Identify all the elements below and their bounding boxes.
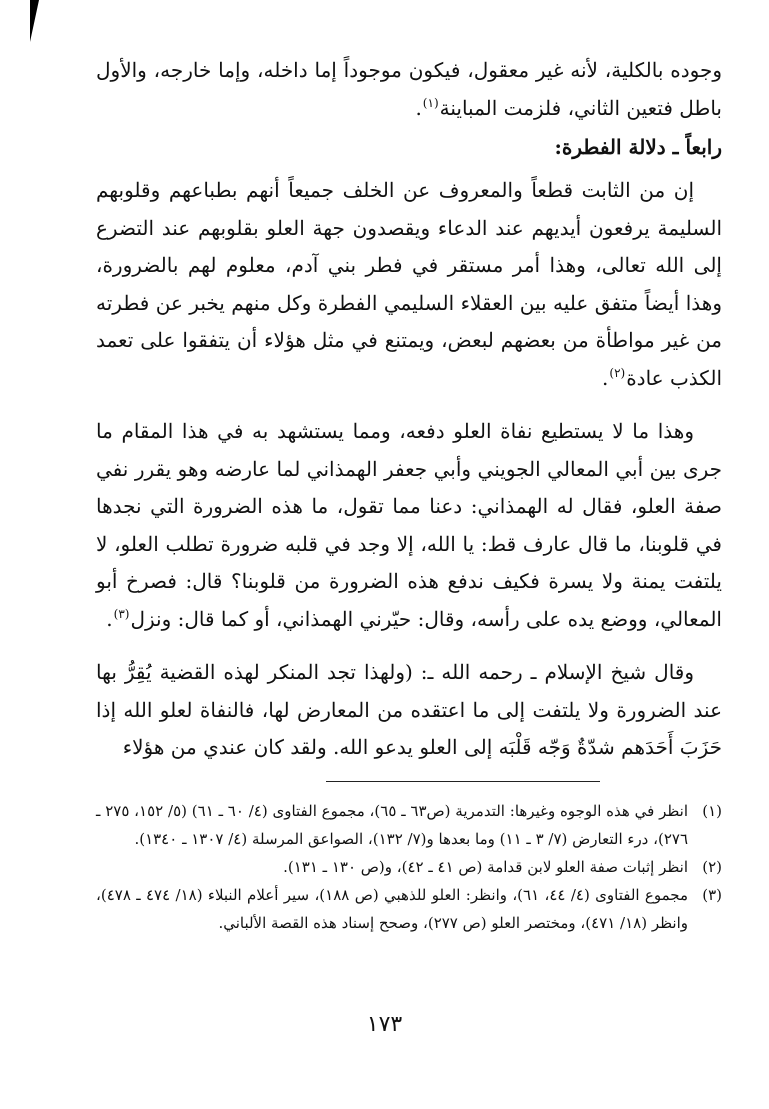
paragraph-gap	[96, 638, 722, 654]
footnote-3	[96, 881, 722, 937]
paragraph-text: وجوده بالكلية، لأنه غير معقول، فيكون موجوداً إما داخله، وإما خارجه، والأول باطل فتعين الثاني، فلزمت المباينة	[96, 58, 722, 120]
footnote-ref-2[interactable]: (٢)	[609, 365, 626, 380]
footnote-ref-3[interactable]: (٣)	[113, 606, 130, 621]
page-number: ١٧٣	[366, 1012, 403, 1037]
footnote-number: (٢)	[702, 858, 722, 876]
paragraph-hamadhani	[96, 413, 722, 638]
paragraph-text: وهذا ما لا يستطيع نفاة العلو دفعه، ومما يستشهد به في هذا المقام ما جرى بين أبي المعالي الجويني وأبي جعفر الهمذاني لما عارضه وهو يقرر نفي صفة العلو، فقال له الهمذاني: دعنا مما تقول، ما هذه الضرورة التي نجدها في قلوبنا، ما قال عارف قط: يا الله، إلا وجد في قلبه ضرورة تطلب العلو، لا يلتفت يمنة ولا يسرة فكيف ندفع هذه الضرورة من قلوبنا؟ قال: فصرخ أبو المعالي، ووضع يده على رأسه، وقال: حيّرني الهمذاني، أو كما قال: ونزل	[96, 419, 722, 631]
paragraph-end: .	[106, 606, 113, 631]
footnote-1	[96, 797, 722, 853]
footnote-number: (١)	[702, 802, 722, 820]
paragraph-gap	[96, 397, 722, 413]
paragraph-continuation	[96, 52, 722, 127]
paragraph-end: .	[602, 365, 609, 390]
footnote-ref-1[interactable]: (١)	[422, 95, 439, 110]
paragraph-sheikh-islam	[96, 654, 722, 767]
page-body	[96, 52, 722, 767]
section-heading: رابعاً ـ دلالة الفطرة:	[554, 135, 722, 159]
paragraph-text: إن من الثابت قطعاً والمعروف عن الخلف جميعاً أنهم بطباعهم وقلوبهم السليمة يرفعون أيديهم عند الدعاء ويقصدون جهة العلو بقلوبهم عند التضرع إلى الله تعالى، وهذا أمر مستقر في فطر بني آدم، معلوم لهم بالضرورة، وهذا أيضاً متفق عليه بين العقلاء السليمي الفطرة وكل منهم يخبر عن فطرته من غير مواطأة من بعضهم لبعض، ويمتنع في مثل هؤلاء أن يتفقوا على تعمد الكذب عادة	[96, 178, 722, 390]
page-corner-mark	[30, 0, 39, 42]
footnote-text: انظر إثبات صفة العلو لابن قدامة (ص ٤١ ـ ٤٢)، و(ص ١٣٠ ـ ١٣١).	[283, 858, 688, 876]
footnote-text: مجموع الفتاوى (٤/ ٤٤، ٦١)، وانظر: العلو للذهبي (ص ١٨٨)، سير أعلام النبلاء (١٨/ ٤٧٤ ـ ٤٧٨)، وانظر (١٨/ ٤٧١)، ومختصر العلو (ص ٢٧٧)، وصحح إسناد هذه القصة الألباني.	[96, 886, 689, 932]
paragraph-end: .	[415, 95, 422, 120]
footnote-divider	[326, 781, 600, 782]
paragraph-fitra	[96, 172, 722, 397]
paragraph-text: وقال شيخ الإسلام ـ رحمه الله ـ: (ولهذا تجد المنكر لهذه القضية يُقِرُّ بها عند الضرورة ولا يلتفت إلى ما اعتقده من المعارض لها، فالنفاة لعلو الله إذا حَزَبَ أَحَدَهم شدّةٌ وَجّه قَلْبَه إلى العلو يدعو الله. ولقد كان عندي من هؤلاء	[96, 660, 722, 759]
footnote-2	[96, 853, 722, 881]
footnotes	[96, 797, 722, 937]
footnote-text: انظر في هذه الوجوه وغيرها: التدمرية (ص٦٣ ـ ٦٥)، مجموع الفتاوى (٤/ ٦٠ ـ ٦١) (٥/ ١٥٢، ٢٧٥ ـ ٢٧٦)، درء التعارض (٧/ ٣ ـ ١١) وما بعدها و(٧/ ١٣٢)، الصواعق المرسلة (٤/ ١٣٠٧ ـ ١٣٤٠).	[96, 802, 688, 848]
footnote-number: (٣)	[702, 886, 722, 904]
